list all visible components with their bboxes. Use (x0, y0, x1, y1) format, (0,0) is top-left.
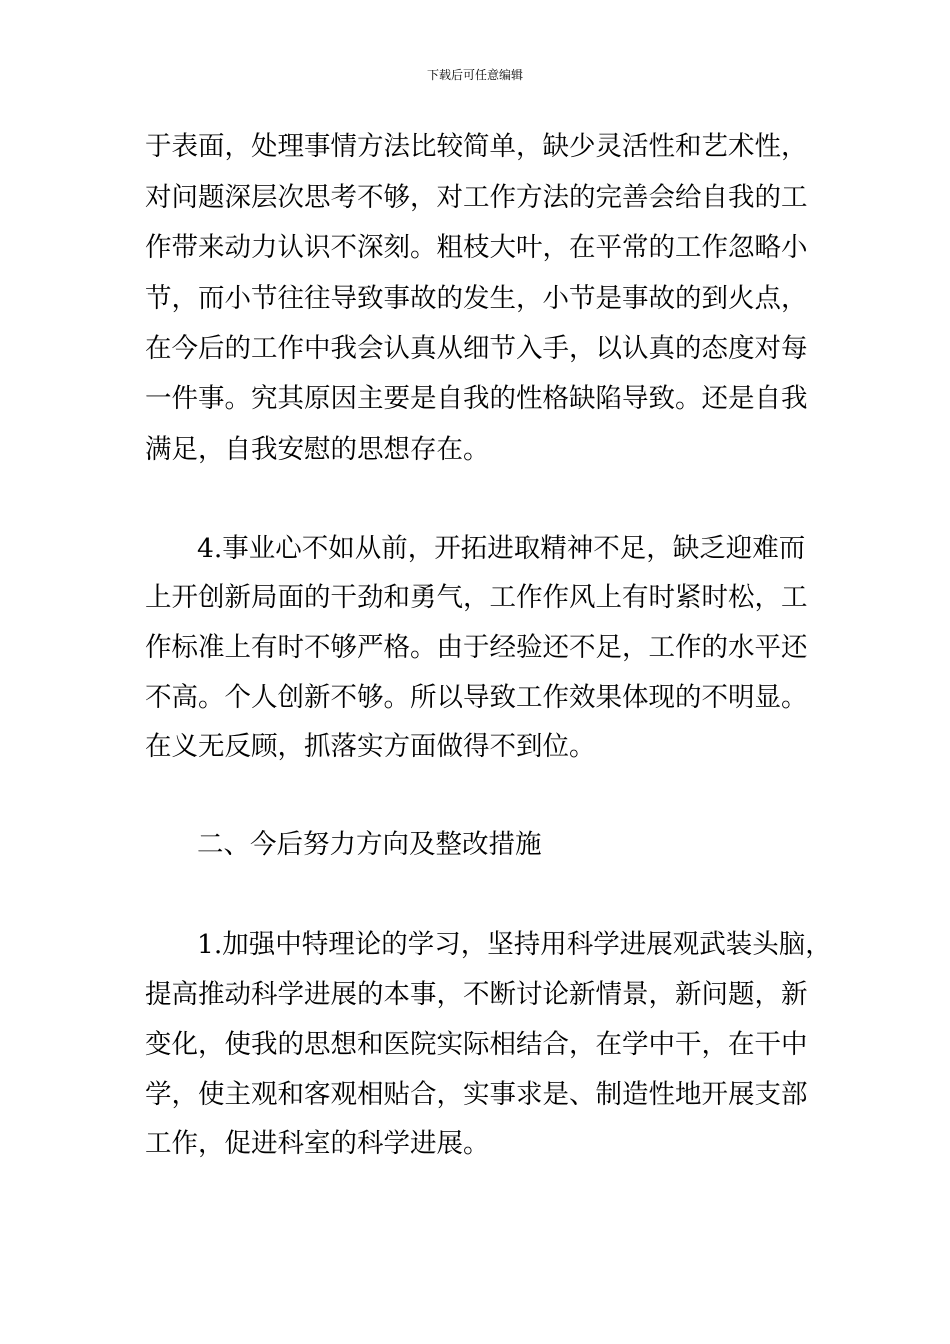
text-line: 学，使主观和客观相贴合，实事求是、制造性地开展支部 (145, 1079, 808, 1110)
text-line: 提高推动科学进展的本事，不断讨论新情景，新问题，新 (145, 979, 808, 1010)
text-line: 上开创新局面的干劲和勇气，工作作风上有时紧时松，工 (145, 582, 808, 613)
text-line: 在今后的工作中我会认真从细节入手，以认真的态度对每 (145, 333, 808, 364)
section-heading: 二、今后努力方向及整改措施 (197, 829, 542, 860)
text-line: 变化，使我的思想和医院实际相结合，在学中干，在干中 (145, 1029, 808, 1060)
text-line: 节，而小节往往导致事故的发生，小节是事故的到火点， (145, 283, 808, 314)
text-line: 作带来动力认识不深刻。粗枝大叶，在平常的工作忽略小 (145, 232, 808, 263)
text-line: 对问题深层次思考不够，对工作方法的完善会给自我的工 (145, 182, 808, 213)
text-line: 在义无反顾，抓落实方面做得不到位。 (145, 731, 596, 762)
text-line: 工作，促进科室的科学进展。 (145, 1128, 490, 1159)
text-line: 满足，自我安慰的思想存在。 (145, 434, 490, 465)
text-line: 作标准上有时不够严格。由于经验还不足，工作的水平还 (145, 632, 808, 663)
text-line: 4.事业心不如从前，开拓进取精神不足，缺乏迎难而 (197, 533, 806, 564)
text-line: 1.加强中特理论的学习，坚持用科学进展观武装头脑， (197, 929, 832, 960)
text-line: 不高。个人创新不够。所以导致工作效果体现的不明显。 (145, 682, 808, 713)
page-header-note: 下载后可任意编辑 (426, 68, 523, 82)
text-line: 于表面，处理事情方法比较简单，缺少灵活性和艺术性， (145, 131, 808, 162)
text-line: 一件事。究其原因主要是自我的性格缺陷导致。还是自我 (145, 383, 808, 414)
